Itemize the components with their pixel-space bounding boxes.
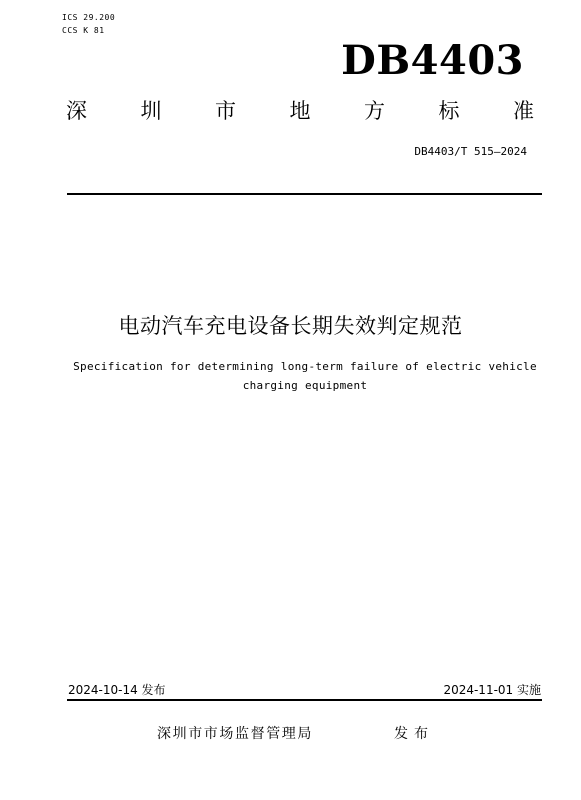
ccs-code: CCS K 81 (62, 26, 105, 35)
implementation-date: 2024-11-01 实施 (443, 683, 541, 697)
document-title-en-line: charging equipment (242, 379, 368, 392)
document-title-zh: 电动汽车充电设备长期失效判定规范 (118, 314, 463, 338)
standard-category-char: 深 (66, 99, 87, 123)
document-title-en-line: Specification for determining long-term failure of electric vehicle (73, 360, 537, 373)
ics-code: ICS 29.200 (62, 13, 116, 22)
standard-category (66, 96, 534, 126)
document-title-en (60, 357, 550, 395)
issue-date: 2024-10-14 发布 (68, 683, 166, 697)
bottom-divider (67, 699, 542, 701)
standard-category-char: 标 (438, 99, 460, 123)
publisher-name: 深圳市市场监督管理局 (157, 726, 313, 742)
db-code-title: DB4403 (341, 37, 524, 84)
standard-number: DB4403/T 515—2024 (414, 145, 527, 158)
standard-category-char: 方 (364, 99, 385, 123)
top-divider (67, 193, 542, 195)
standard-category-char: 市 (215, 99, 236, 123)
standard-category-char: 圳 (140, 99, 162, 123)
publish-label: 发布 (394, 726, 434, 742)
standard-category-char: 地 (289, 99, 311, 123)
standard-category-char: 准 (513, 99, 534, 123)
